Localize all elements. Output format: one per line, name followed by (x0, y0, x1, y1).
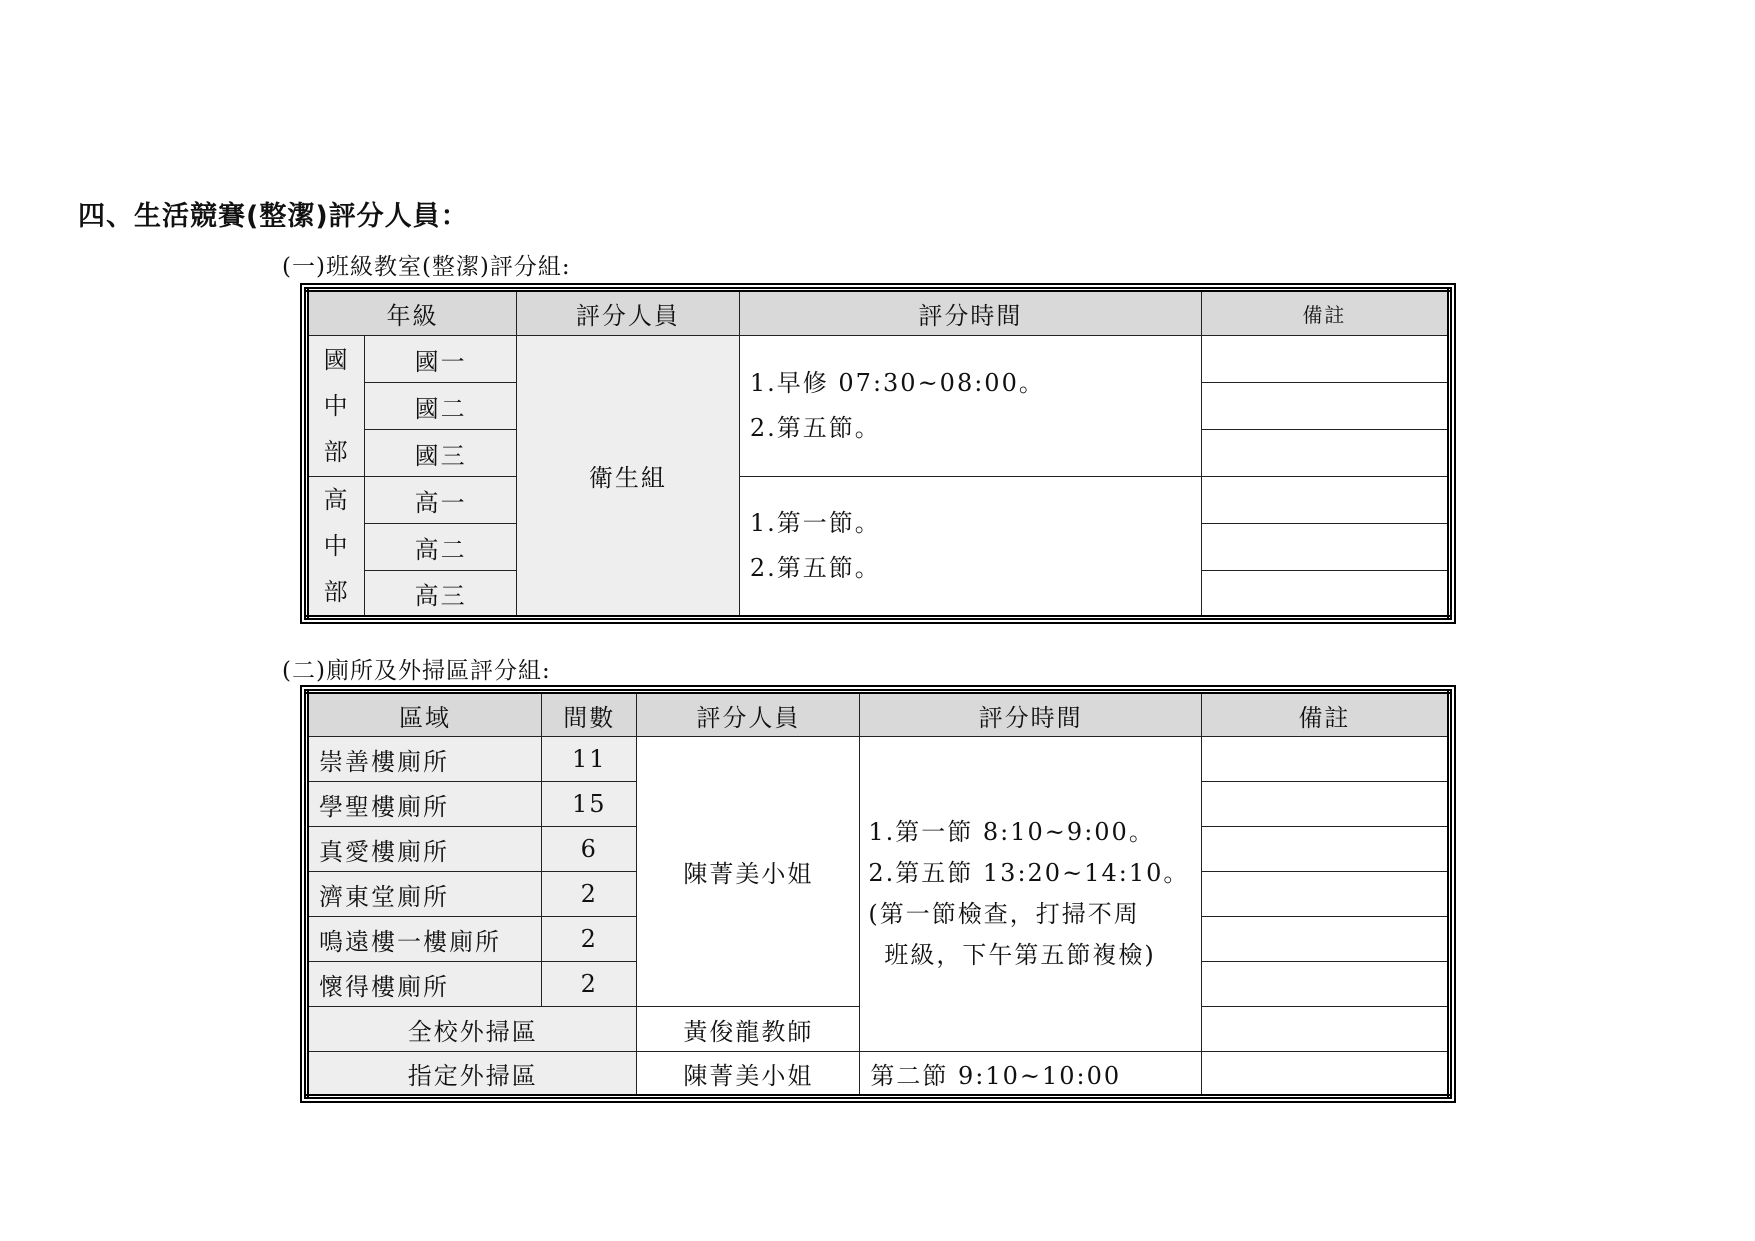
outdoor-all-rater-cell: 黃俊龍教師 (637, 1007, 860, 1052)
note-cell (1201, 524, 1449, 571)
header-rater: 評分人員 (637, 692, 860, 737)
page-heading: 四、生活競賽(整潔)評分人員： (78, 201, 469, 232)
header-grade: 年級 (307, 290, 517, 336)
header-rater: 評分人員 (516, 290, 739, 336)
toilet-time-cell (860, 737, 1201, 1052)
note-cell (1201, 917, 1449, 962)
grade-cell: 國二 (365, 383, 517, 430)
time-line: (第一節檢查，打掃不周 (868, 900, 1140, 928)
outdoor-assigned-time-cell: 第二節 9:10~10:00 (860, 1052, 1201, 1097)
count-cell: 2 (542, 917, 637, 962)
outdoor-assigned-rater-cell: 陳菁美小姐 (637, 1052, 860, 1097)
grade-cell: 高三 (365, 571, 517, 618)
area-cell: 濟東堂廁所 (307, 872, 542, 917)
note-cell (1201, 737, 1449, 782)
header-time: 評分時間 (739, 290, 1201, 336)
area-cell: 崇善樓廁所 (307, 737, 542, 782)
senior-division-label (307, 477, 365, 618)
grade-cell: 高一 (365, 477, 517, 524)
note-cell (1201, 1007, 1449, 1052)
note-cell (1201, 872, 1449, 917)
header-note: 備註 (1201, 692, 1449, 737)
area-cell: 學聖樓廁所 (307, 782, 542, 827)
area-cell: 真愛樓廁所 (307, 827, 542, 872)
time-line: 2.第五節。 (749, 414, 881, 442)
note-cell (1201, 827, 1449, 872)
time-line: 2.第五節。 (749, 554, 881, 582)
junior-label-char: 國 (323, 346, 350, 374)
time-line: 1.早修 07:30~08:00。 (749, 369, 1045, 397)
junior-division-label (307, 336, 365, 477)
note-cell (1201, 430, 1449, 477)
header-count: 間數 (542, 692, 637, 737)
toilet-rater-cell: 陳菁美小姐 (637, 737, 860, 1007)
senior-time-cell (739, 477, 1201, 618)
count-cell: 15 (542, 782, 637, 827)
area-cell: 鳴遠樓一樓廁所 (307, 917, 542, 962)
note-cell (1201, 571, 1449, 618)
note-cell (1201, 336, 1449, 383)
grade-cell: 國一 (365, 336, 517, 383)
grade-cell: 國三 (365, 430, 517, 477)
toilet-outdoor-rating-table (304, 689, 1452, 1099)
senior-label-char: 部 (323, 578, 350, 606)
note-cell (1201, 383, 1449, 430)
header-note: 備註 (1201, 290, 1449, 336)
header-time: 評分時間 (860, 692, 1201, 737)
note-cell (1201, 477, 1449, 524)
rater-cell: 衛生組 (516, 336, 739, 618)
outdoor-all-area-cell: 全校外掃區 (307, 1007, 637, 1052)
classroom-rating-table (304, 287, 1452, 620)
grade-cell: 高二 (365, 524, 517, 571)
count-cell: 11 (542, 737, 637, 782)
time-line: 1.第一節。 (749, 509, 881, 537)
header-area: 區域 (307, 692, 542, 737)
section2-title: (二)廁所及外掃區評分組: (282, 658, 551, 684)
junior-label-char: 中 (323, 392, 350, 420)
time-line: 1.第一節 8:10~9:00。 (868, 818, 1155, 846)
section1-title: (一)班級教室(整潔)評分組: (282, 254, 571, 280)
note-cell (1201, 1052, 1449, 1097)
senior-label-char: 高 (323, 486, 350, 514)
junior-time-cell (739, 336, 1201, 477)
time-line: 2.第五節 13:20~14:10。 (868, 859, 1190, 887)
note-cell (1201, 782, 1449, 827)
junior-label-char: 部 (323, 438, 350, 466)
time-line: 班級，下午第五節複檢) (884, 941, 1156, 969)
outdoor-assigned-area-cell: 指定外掃區 (307, 1052, 637, 1097)
senior-label-char: 中 (323, 532, 350, 560)
area-cell: 懷得樓廁所 (307, 962, 542, 1007)
count-cell: 2 (542, 872, 637, 917)
note-cell (1201, 962, 1449, 1007)
count-cell: 6 (542, 827, 637, 872)
count-cell: 2 (542, 962, 637, 1007)
